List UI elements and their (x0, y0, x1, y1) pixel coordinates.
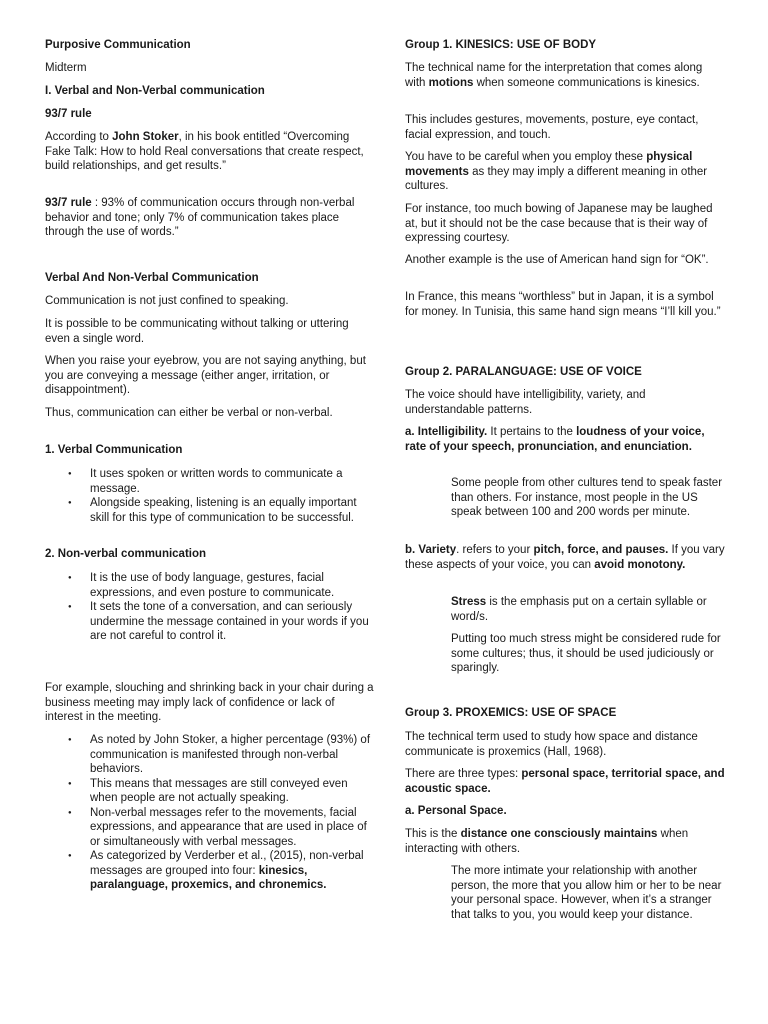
personal-space-definition: This is the distance one consciously maintains when interacting with others. (405, 828, 689, 855)
eyebrow-paragraph: When you raise your eyebrow, you are not saying anything, but you are conveying a message (either anger, irritation, or disappointment). (45, 355, 366, 396)
bold-phrase: distance one consciously maintains (460, 828, 658, 840)
verbal-bullet-list (45, 467, 375, 525)
stress-paragraph: Stress is the emphasis put on a certain syllable or word/s. (451, 596, 707, 623)
intelligibility-paragraph: a. Intelligibility. It pertains to the loudness of your voice, rate of your speech, pronunciation, and enunciation. (405, 426, 705, 453)
bold-phrase: 93/7 rule (45, 197, 92, 209)
bold-phrase: b. Variety (405, 544, 457, 556)
paralanguage-voice: The voice should have intelligibility, variety, and understandable patterns. (405, 389, 646, 416)
verbal-heading: 1. Verbal Communication (45, 444, 183, 456)
kinesics-careful: You have to be careful when you employ these physical movements as they may imply a different meaning in other cultures. (405, 151, 708, 192)
list-item: ● It is the use of body language, gestures, facial expressions, and even posture to communicate. (45, 571, 375, 600)
midterm-label: Midterm (45, 62, 87, 74)
bold-phrase: a. Intelligibility. (405, 426, 488, 438)
bold-phrase: avoid monotony. (594, 558, 686, 571)
bold-phrase: John Stoker (112, 131, 179, 143)
rule-heading: 93/7 rule (45, 108, 92, 120)
kinesics-includes: This includes gestures, movements, posture, eye contact, facial expression, and touch. (405, 114, 699, 141)
vnv-heading: Verbal And Non-Verbal Communication (45, 272, 259, 284)
example-paragraph: For example, slouching and shrinking back in your chair during a business meeting may imply lack of confidence or lack of interest in the meeting. (45, 682, 374, 723)
bold-phrase: pitch, force, and pauses. (533, 544, 669, 556)
bold-phrase: motions (428, 76, 474, 89)
proxemics-definition: The technical term used to study how space and distance communicate is proxemics (Hall, 1968). (405, 731, 698, 758)
intelligibility-indented: Some people from other cultures tend to speak faster than others. For instance, most people in the US speak between 100 and 200 words per minute. (451, 477, 723, 518)
list-item: ● This means that messages are still conveyed even when people are not actually speaking. (45, 777, 375, 806)
confined-paragraph: Communication is not just confined to speaking. (45, 295, 289, 307)
personal-space-indented: The more intimate your relationship with another person, the more that you allow him or her to be near your personal space. However, when it’s a stranger that talks to you, you would keep your distance. (451, 865, 722, 921)
bold-phrase: personal space, territorial space, and acoustic space. (405, 768, 725, 795)
thus-paragraph: Thus, communication can either be verbal or non-verbal. (45, 407, 333, 419)
possible-paragraph: It is possible to be communicating without talking or uttering even a single word. (45, 318, 349, 345)
nonverbal-heading: 2. Non-verbal communication (45, 548, 207, 560)
variety-paragraph: b. Variety. refers to your pitch, force, and pauses. If you vary these aspects of your voice, you can avoid monotony. (405, 544, 725, 571)
rule-paragraph: 93/7 rule : 93% of communication occurs through non-verbal behavior and tone; only 7% of communication takes place through the use of words.” (45, 197, 355, 238)
personal-space-heading: a. Personal Space. (405, 805, 507, 817)
kinesics-bowing: For instance, too much bowing of Japanese may be laughed at, but it should not be the case because that is their way of expressing courtesy. (405, 203, 713, 244)
kinesics-ok-sign: Another example is the use of American hand sign for “OK”. (405, 254, 709, 266)
section-heading-verbal-nonverbal: I. Verbal and Non-Verbal communication (45, 85, 265, 97)
bold-phrase: loudness of your voice, rate of your speech, pronunciation, and enunciation. (405, 426, 705, 453)
putting-stress-paragraph: Putting too much stress might be considered rude for some cultures; thus, it should be used judiciously or sparingly. (451, 633, 721, 674)
list-item: ● As categorized by Verderber et al., (2015), non-verbal messages are grouped into four: kinesics, paralanguage, proxemics, and chronemics. (45, 849, 375, 893)
list-item: ● Non-verbal messages refer to the movements, facial expressions, and appearance that are used in place of or simultaneously with verbal messages. (45, 806, 375, 850)
proxemics-types: There are three types: personal space, territorial space, and acoustic space. (405, 768, 725, 795)
paralanguage-heading: Group 2. PARALANGUAGE: USE OF VOICE (405, 366, 642, 378)
kinesics-heading: Group 1. KINESICS: USE OF BODY (405, 39, 597, 51)
list-item: ● It uses spoken or written words to communicate a message. (45, 467, 375, 496)
list-item: ● It sets the tone of a conversation, and can seriously undermine the message contained in your words if you are not careful to control it. (45, 600, 375, 644)
list-item: ● Alongside speaking, listening is an equally important skill for this type of communication to be successful. (45, 496, 375, 525)
bold-phrase: Stress (451, 596, 487, 608)
stoker-paragraph: According to John Stoker, in his book entitled “Overcoming Fake Talk: How to hold Real conversations that create respect, build relationships, and get results.” (45, 131, 364, 172)
stoker-bullet-list (45, 733, 375, 893)
kinesics-definition: The technical name for the interpretation that comes along with motions when someone communications is kinesics. (405, 62, 703, 89)
document-title: Purposive Communication (45, 39, 191, 51)
list-item: ● As noted by John Stoker, a higher percentage (93%) of communication is manifested through non-verbal behaviors. (45, 733, 375, 777)
proxemics-heading: Group 3. PROXEMICS: USE OF SPACE (405, 707, 617, 719)
bold-phrase: kinesics, paralanguage, proxemics, and chronemics. (90, 864, 327, 891)
bold-phrase: physical movements (405, 151, 693, 178)
kinesics-france: In France, this means “worthless” but in Japan, it is a symbol for money. In Tunisia, this same hand sign means “I’ll kill you.” (405, 291, 721, 318)
nonverbal-bullet-list (45, 571, 375, 644)
